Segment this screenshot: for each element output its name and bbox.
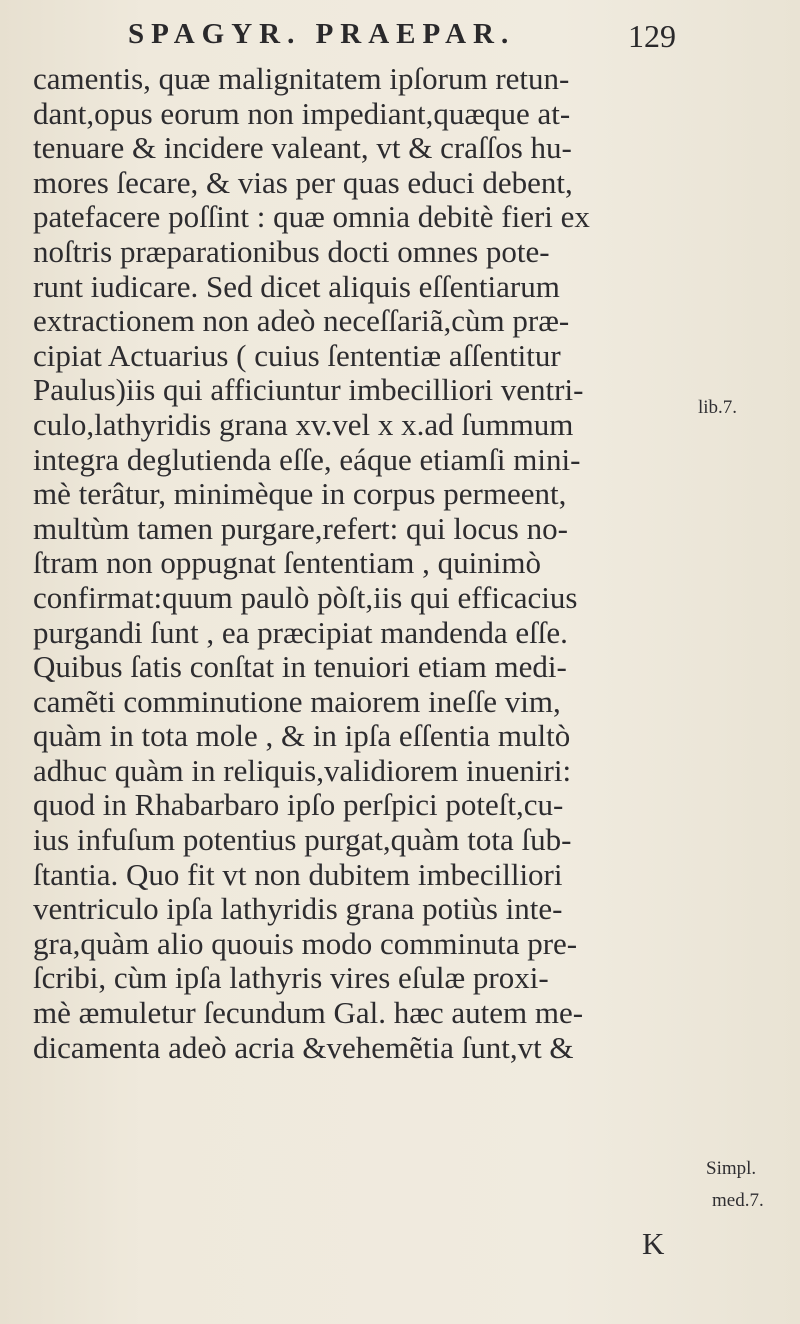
catchword: K (642, 1226, 665, 1261)
text-line: ſtantia. Quo fit vt non dubitem imbecilliori (33, 856, 563, 892)
text-line: cipiat Actuarius ( cuius ſententiæ aſſentitur (33, 337, 561, 373)
text-line: adhuc quàm in reliquis,validiorem inueniri: (33, 752, 572, 788)
text-line: mè terâtur, minimèque in corpus permeent, (33, 476, 567, 512)
page-header (128, 18, 688, 58)
margin-note: lib.7. (698, 397, 738, 418)
text-line: camẽti comminutione maiorem ineſſe vim, (33, 683, 561, 719)
text-line: quod in Rhabarbaro ipſo perſpici poteſt,cu- (33, 787, 564, 823)
page-number: 129 (628, 18, 676, 54)
text-line: confirmat:quum paulò pòſt,iis qui efficacius (33, 579, 578, 615)
text-line: mè æmuletur ſecundum Gal. hæc autem me- (33, 995, 584, 1031)
text-line: gra,quàm alio quouis modo comminuta pre- (33, 925, 578, 961)
text-line: ſcribi, cùm ipſa lathyris vires eſulæ proxi- (33, 960, 549, 996)
text-line: integra deglutienda eſſe, eáque etiamſi mini- (33, 441, 581, 477)
margin-note: med.7. (712, 1190, 764, 1211)
text-line: dant,opus eorum non impediant,quæque at- (33, 95, 571, 131)
text-line: dicamenta adeò acria &vehemẽtia ſunt,vt & (33, 1029, 574, 1065)
margin-note: Simpl. (706, 1158, 757, 1179)
text-line: purgandi ſunt , ea præcipiat mandenda eſſe. (33, 614, 568, 650)
text-line: ius infuſum potentius purgat,quàm tota ſub- (33, 822, 572, 858)
text-line: multùm tamen purgare,refert: qui locus no- (33, 510, 568, 546)
running-head: SPAGYR. PRAEPAR. (128, 18, 516, 50)
text-line: Quibus ſatis conſtat in tenuiori etiam medi- (33, 649, 567, 685)
text-line: quàm in tota mole , & in ipſa eſſentia multò (33, 718, 571, 754)
text-line: noſtris præparationibus docti omnes pote- (33, 233, 550, 269)
text-line: extractionem non adeò neceſſariã,cùm præ- (33, 303, 570, 339)
text-line: camentis, quæ malignitatem ipſorum retun- (33, 61, 570, 96)
text-line: ventriculo ipſa lathyridis grana potiùs inte- (33, 891, 563, 927)
text-line: culo,lathyridis grana xv.vel x x.ad ſummum (33, 406, 574, 442)
text-line: runt iudicare. Sed dicet aliquis eſſentiarum (33, 268, 560, 304)
text-line: mores ſecare, & vias per quas educi debent, (33, 164, 573, 200)
text-line: tenuare & incidere valeant, vt & craſſos hu- (33, 130, 572, 166)
body-text (33, 62, 693, 1065)
text-line: Paulus)iis qui afficiuntur imbecilliori ventri- (33, 372, 584, 408)
text-line: ſtram non oppugnat ſententiam , quinimò (33, 545, 541, 581)
text-line: patefacere poſſint : quæ omnia debitè fieri ex (33, 199, 590, 235)
